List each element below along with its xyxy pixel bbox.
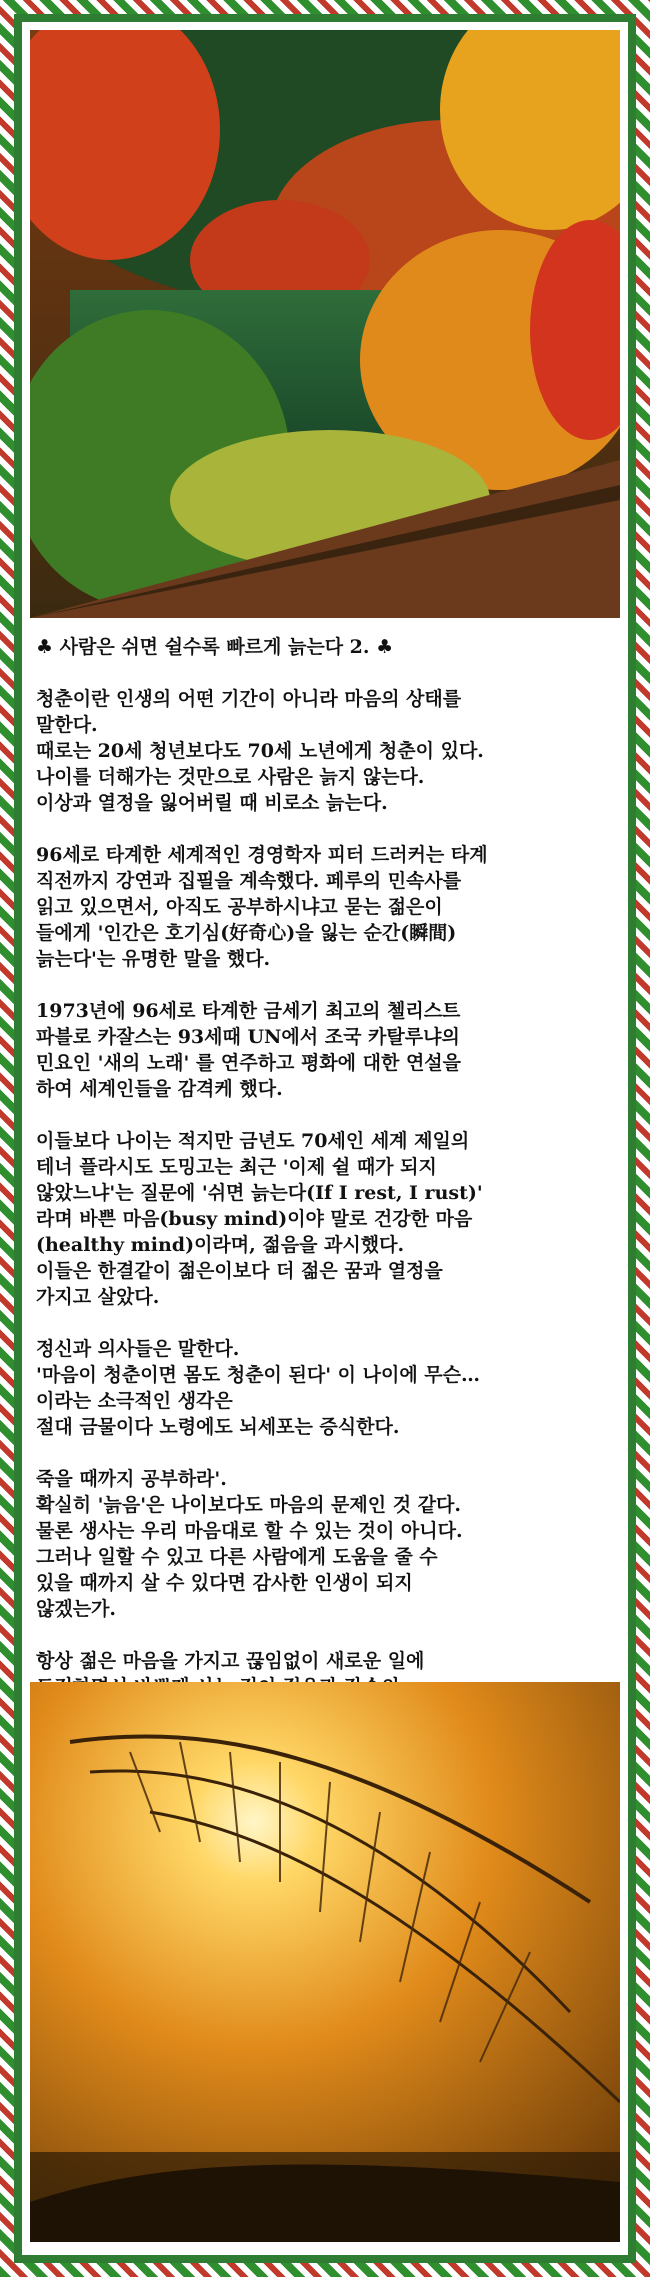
paragraph-study: 죽을 때까지 공부하라'. 확실히 '늙음'은 나이보다도 마음의 문제인 것 같다. 물론 생사는 우리 마음대로 할 수 있는 것이 아니다. 그러나 일할 수 있고 다른 사람에게 도움을 줄 수 있을 때까지 살 수 있다면 감사한 인생이 되지 않겠는가. [36, 1468, 463, 1620]
article-title: ♣ 사람은 쉬면 쉴수록 빠르게 늙는다 2. ♣ [36, 636, 394, 658]
article-text [36, 634, 614, 1752]
content-card [22, 22, 628, 2255]
paragraph-drucker: 96세로 타계한 세계적인 경영학자 피터 드러커는 타계 직전까지 강연과 집필을 계속했다. 페루의 민속사를 읽고 있으면서, 아직도 공부하시냐고 묻는 젊은이 들에게 '인간은 호기심(好奇心)을 잃는 순간(瞬間) 늙는다'는 유명한 말을 했다. [36, 844, 488, 970]
paragraph-psychiatrists: 정신과 의사들은 말한다. '마음이 청춘이면 몸도 청춘이 된다' 이 나이에 무슨… 이라는 소극적인 생각은 절대 금물이다 노령에도 뇌세포는 증식한다. [36, 1338, 481, 1438]
autumn-lake-photo [30, 30, 620, 618]
paragraph-casals: 1973년에 96세로 타계한 금세기 최고의 첼리스트 파블로 카잘스는 93세때 UN에서 조국 카탈루냐의 민요인 '새의 노래' 를 연주하고 평화에 대한 연설을 하여 세계인들을 감격케 했다. [36, 1000, 462, 1100]
green-border [14, 14, 636, 2263]
paragraph-youth: 청춘이란 인생의 어떤 기간이 아니라 마음의 상태를 말한다. 때로는 20세 청년보다도 70세 노년에게 청춘이 있다. 나이를 더해가는 것만으로 사람은 늙지 않는다. 이상과 열정을 잃어버릴 때 비로소 늙는다. [36, 688, 484, 814]
paragraph-conclusion: 항상 젊은 마음을 가지고 끊임없이 새로운 일에 [36, 1650, 425, 1672]
sunset-reeds-photo [30, 1682, 620, 2242]
paragraph-domingo: 이들보다 나이는 적지만 금년도 70세인 세계 제일의 테너 플라시도 도밍고는 최근 '이제 쉴 때가 되지 않았느냐'는 질문에 '쉬면 늙는다(If I rest, I rust)' 라며 바쁜 마음(busy mind)이야 말로 건강한 마음 (healthy mind)이라며, 젊음을 과시했다. 이들은 한결같이 젊은이보다 더 젊은 꿈과 열정을 가지고 살았다. [36, 1130, 483, 1308]
